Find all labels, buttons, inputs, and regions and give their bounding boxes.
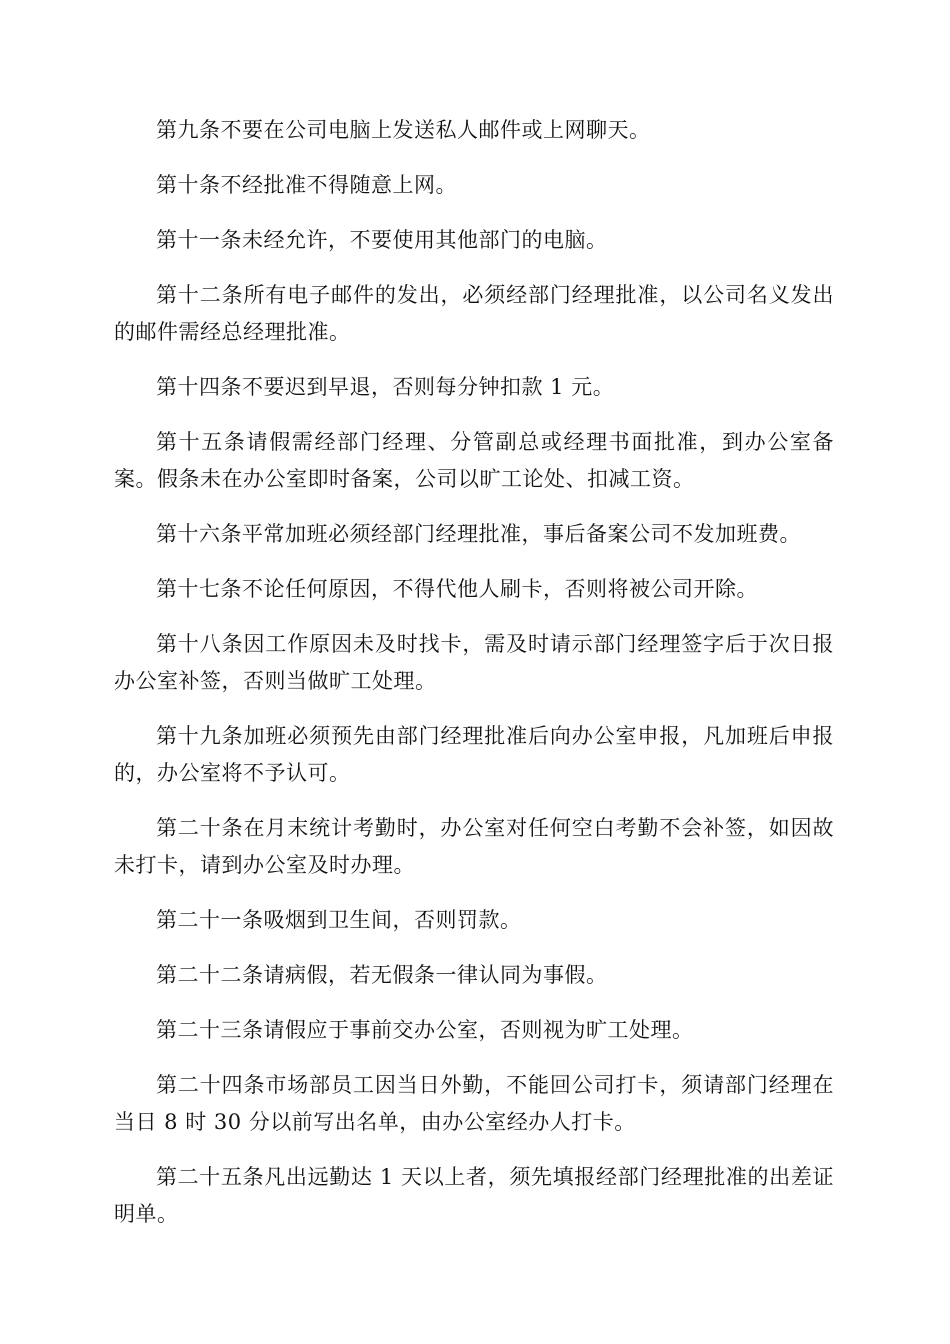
paragraph-article-23: 第二十三条请假应于事前交办公室，否则视为旷工处理。 [156,1018,694,1042]
paragraph-article-21: 第二十一条吸烟到卫生间，否则罚款。 [156,908,522,932]
paragraph-article-12: 第十二条所有电子邮件的发出，必须经部门经理批准，以公司名义发出的邮件需经总经理批准。 [114,283,834,344]
paragraph-article-22: 第二十二条请病假，若无假条一律认同为事假。 [156,963,608,987]
document-body [114,112,834,1251]
paragraph-article-20: 第二十条在月末统计考勤时，办公室对任何空白考勤不会补签，如因故未打卡，请到办公室及时办理。 [114,816,834,877]
paragraph-article-11: 第十一条未经允许，不要使用其他部门的电脑。 [156,228,608,252]
paragraph-article-9: 第九条不要在公司电脑上发送私人邮件或上网聊天。 [156,118,651,142]
paragraph-article-18: 第十八条因工作原因未及时找卡，需及时请示部门经理签字后于次日报办公室补签，否则当做旷工处理。 [114,632,834,693]
paragraph-article-17: 第十七条不论任何原因，不得代他人刷卡，否则将被公司开除。 [156,577,758,601]
paragraph-article-25: 第二十五条凡出远勤达 1 天以上者，须先填报经部门经理批准的出差证明单。 [114,1165,834,1226]
paragraph-article-15: 第十五条请假需经部门经理、分管副总或经理书面批准，到办公室备案。假条未在办公室即时备案，公司以旷工论处、扣减工资。 [114,430,834,491]
paragraph-article-19: 第十九条加班必须预先由部门经理批准后向办公室申报，凡加班后申报的，办公室将不予认可。 [114,724,834,785]
paragraph-article-24: 第二十四条市场部员工因当日外勤，不能回公司打卡，须请部门经理在当日 8 时 30 分以前写出名单，由办公室经办人打卡。 [114,1073,834,1134]
paragraph-article-14: 第十四条不要迟到早退，否则每分钟扣款 1 元。 [156,375,615,399]
paragraph-article-10: 第十条不经批准不得随意上网。 [156,173,457,197]
paragraph-article-16: 第十六条平常加班必须经部门经理批准，事后备案公司不发加班费。 [156,522,801,546]
